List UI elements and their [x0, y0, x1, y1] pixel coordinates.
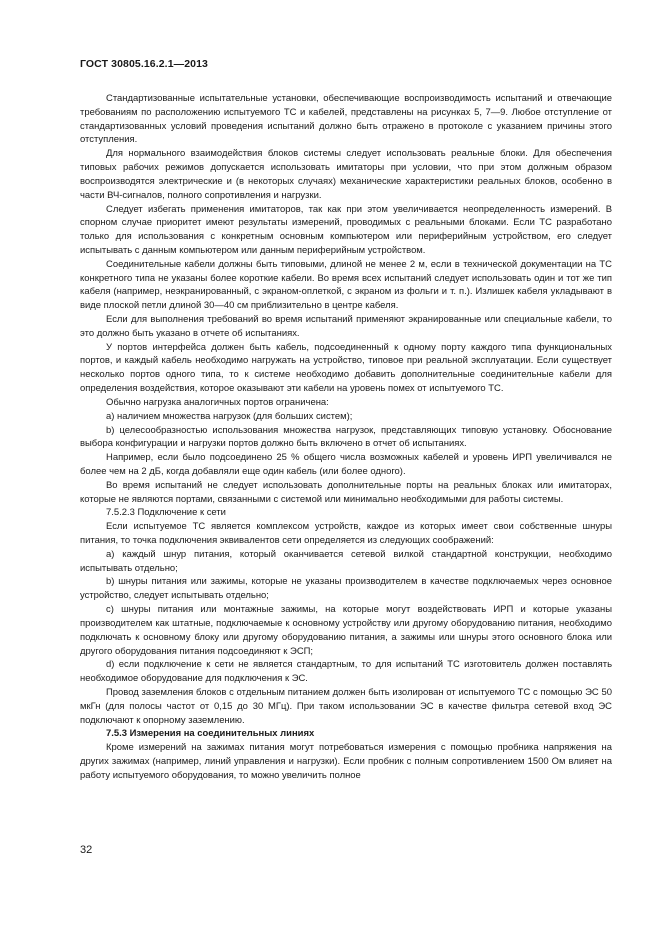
paragraph: Если испытуемое ТС является комплексом устройств, каждое из которых имеет свои собственные шнуры питания, то точка подключения эквивалентов сети определяется из следующих соображений:: [80, 521, 612, 546]
list-item: a) наличием множества нагрузок (для больших систем);: [106, 410, 353, 422]
section-heading: 7.5.3 Измерения на соединительных линиях: [106, 728, 315, 740]
paragraph: Кроме измерений на зажимах питания могут потребоваться измерения с помощью пробника напряжения на других зажимах (например, линий управления и нагрузки). Если пробник с полным сопротивлением 1500 Ом влияет на работу испытуемого оборудования, то можно увеличить полное: [80, 742, 612, 781]
paragraph: Провод заземления блоков с отдельным питанием должен быть изолирован от испытуемого ТС с помощью ЭС 50 мкГн (для полосы частот от 0,15 до 30 МГц). При таком использовании ЭС в качестве фильтра сетевой вход ЭС подключают к опорному заземлению.: [80, 686, 612, 726]
paragraph: Если для выполнения требований во время испытаний применяют экранированные или специальные кабели, то это должно быть указано в отчете об испытаниях.: [80, 314, 612, 339]
paragraph: Для нормального взаимодействия блоков системы следует использовать реальные блоки. Для обеспечения типовых рабочих режимов допускается использовать имитаторы при условии, что при этом должным образом воспроизводятся электрические и (в некоторых случаях) механические характеристики реальных блоков, особенно в части ВЧ-сигналов, полного сопротивления и нагрузки.: [80, 148, 612, 201]
paragraph: Стандартизованные испытательные установки, обеспечивающие воспроизводимость испытаний и отвечающие требованиям по расположению испытуемого ТС и кабелей, представлены на рисунках 5, 7—9. Любое отступление от стандартизованных условий проведения испытаний должно быть отражено в протоколе с указанием причины этого отступления.: [80, 93, 612, 146]
paragraph: У портов интерфейса должен быть кабель, подсоединенный к одному порту каждого типа функциональных портов, и каждый кабель необходимо нагружать на устройство, типовое при реальной эксплуатации. Если существует несколько портов одного типа, то к системе необходимо добавить дополнительные соединительные кабели для определения воздействия, которое оказывают эти кабели на уровень помех от испытуемого ТС.: [80, 341, 612, 395]
paragraph: Во время испытаний не следует использовать дополнительные порты на реальных блоках или имитаторах, которые не являются портами, связанными с системой или минимально необходимыми для работы системы.: [80, 479, 612, 505]
document-body: [80, 92, 612, 783]
paragraph: Соединительные кабели должны быть типовыми, длиной не менее 2 м, если в технической документации на ТС конкретного типа не указаны более короткие кабели. Во время всех испытаний следует использовать один и тот же тип кабеля (например, неэкранированный, с экраном-оплеткой, с экраном из фольги и т. п.). Излишек кабеля укладывают в виде плоской петли длиной 30—40 см приблизительно в центре кабеля.: [80, 258, 612, 312]
list-item: b) шнуры питания или зажимы, которые не указаны производителем в качестве подключаемых через основное устройство, следует испытывать отдельно;: [80, 576, 612, 602]
list-item: c) шнуры питания или монтажные зажимы, на которые могут воздействовать ИРП и которые указаны производителем как штатные, подключаемые к основному устройству или другому оборудованию питания, необходимо подключать к основному блоку или другому оборудованию питания, а зажимы или шнуры этого основного блока или другого оборудования питания подсоединяют к ЭСП;: [80, 604, 612, 657]
list-item: a) каждый шнур питания, который оканчивается сетевой вилкой стандартной конструкции, необходимо испытывать отдельно;: [80, 548, 612, 574]
list-item: b) целесообразностью использования множества нагрузок, представляющих типовую установку. Обоснование выбора конфигурации и нагрузки портов должно быть включено в отчет об испытаниях.: [80, 424, 612, 450]
document-header: ГОСТ 30805.16.2.1—2013: [80, 58, 208, 70]
paragraph: Например, если было подсоединено 25 % общего числа возможных кабелей и уровень ИРП увеличивался не более чем на 2 дБ, когда добавляли еще один кабель (или более одного).: [80, 452, 612, 477]
paragraph: Обычно нагрузка аналогичных портов ограничена:: [106, 396, 329, 408]
paragraph: Следует избегать применения имитаторов, так как при этом увеличивается неопределенность измерений. В спорном случае приоритет имеют результаты измерений, проводимых с реальными блоками. Если ТС разработано только для использования с конкретным основным компьютером или периферийным устройством, его следует испытывать с данным компьютером или данным периферийным устройством.: [80, 203, 612, 256]
list-item: d) если подключение к сети не является стандартным, то для испытаний ТС изготовитель должен поставлять необходимое оборудование для подключения к ЭС.: [80, 659, 612, 685]
page-number: 32: [80, 844, 93, 856]
section-heading: 7.5.2.3 Подключение к сети: [106, 507, 226, 519]
